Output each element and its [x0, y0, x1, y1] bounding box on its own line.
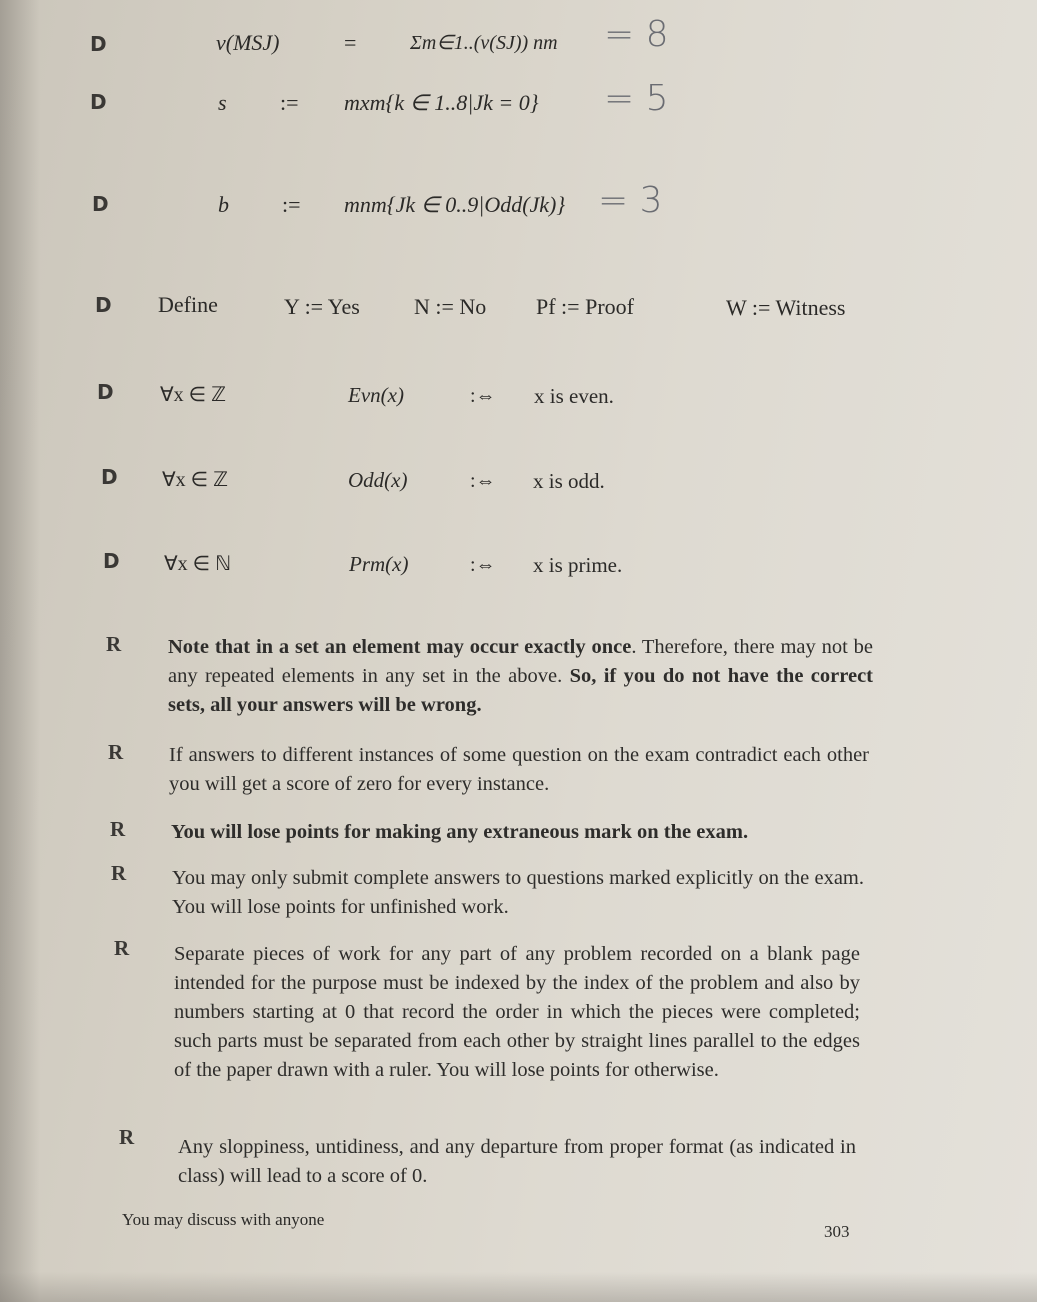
pred-meaning: x is even. — [534, 384, 614, 408]
handwritten-answer: = 8 — [604, 14, 669, 55]
pred-meaning: x is odd. — [533, 469, 605, 493]
pred-domain: ∀x ∈ ℕ — [164, 553, 232, 575]
define-no: N := No — [414, 294, 487, 319]
define-witness: W := Witness — [726, 295, 846, 320]
rule-separate-pieces: Separate pieces of work for any part of any problem recorded on a blank page intended for the purpose must be indexed by the index of the problem and also by numbers starting at 0 that record the order in which the pieces were completed; such parts must be separated from each other by straight lines parallel to the edges of the paper drawn with a ruler. You will lose points for otherwise. — [174, 943, 860, 1081]
pred-name: Prm(x) — [349, 552, 409, 576]
def-rhs: mnm{Jk ∈ 0..9|Odd(Jk)} — [344, 192, 566, 217]
pred-iff: :⇔ — [470, 470, 496, 492]
pred-meaning: x is prime. — [533, 553, 623, 577]
define-tag: D — [95, 293, 112, 317]
page-shadow-bottom — [0, 1272, 1037, 1302]
rule-complete-answers: You may only submit complete answers to questions marked explicitly on the exam. You will lose points for unfinished work. — [172, 867, 864, 918]
footer-note: You may discuss with anyone — [122, 1210, 325, 1229]
page-shadow-left — [0, 0, 40, 1302]
define-proof: Pf := Proof — [536, 294, 634, 319]
rule-tag: R — [110, 817, 126, 841]
rule-tag: R — [108, 740, 124, 764]
pred-tag: D — [103, 549, 120, 573]
rule-tag: R — [114, 936, 130, 960]
define-yes: Y := Yes — [284, 294, 360, 319]
rule-tag: R — [106, 632, 122, 656]
rule-contradiction: If answers to different instances of some question on the exam contradict each other you will get a score of zero for every instance. — [169, 744, 869, 795]
handwritten-answer: = 3 — [598, 180, 663, 221]
pred-iff: :⇔ — [470, 554, 496, 576]
rule-extraneous-marks: You will lose points for making any extraneous mark on the exam. — [171, 821, 749, 843]
pred-tag: D — [101, 465, 118, 489]
rule-tag: R — [111, 861, 127, 885]
def-tag: D — [90, 90, 107, 114]
def-lhs: b — [218, 192, 229, 217]
def-lhs: v(MSJ) — [216, 30, 280, 55]
def-lhs: s — [218, 90, 227, 115]
handwritten-answer: = 5 — [604, 78, 669, 119]
pred-domain: ∀x ∈ ℤ — [162, 469, 228, 491]
page-number: 303 — [824, 1222, 850, 1241]
rule-tag: R — [119, 1125, 135, 1149]
define-label: Define — [158, 292, 218, 317]
pred-tag: D — [97, 380, 114, 404]
pred-domain: ∀x ∈ ℤ — [160, 384, 226, 406]
def-rhs: Σm∈1..(v(SJ)) nm — [410, 32, 558, 54]
rule-sloppiness: Any sloppiness, untidiness, and any departure from proper format (as indicated in class) will lead to a score of 0. — [178, 1136, 856, 1187]
pred-name: Odd(x) — [348, 468, 408, 492]
def-operator: = — [344, 30, 357, 55]
def-operator: := — [280, 90, 299, 115]
def-operator: := — [282, 192, 301, 217]
pred-name: Evn(x) — [348, 383, 404, 407]
def-rhs: mxm{k ∈ 1..8|Jk = 0} — [344, 90, 539, 115]
def-tag: D — [90, 32, 107, 56]
def-tag: D — [92, 192, 109, 216]
pred-iff: :⇔ — [470, 385, 496, 407]
rule-set-uniqueness: Note that in a set an element may occur exactly once. Therefore, there may not be any repeated elements in any set in the above. So, if you do not have the correct sets, all your answers will be wrong. — [168, 636, 873, 716]
